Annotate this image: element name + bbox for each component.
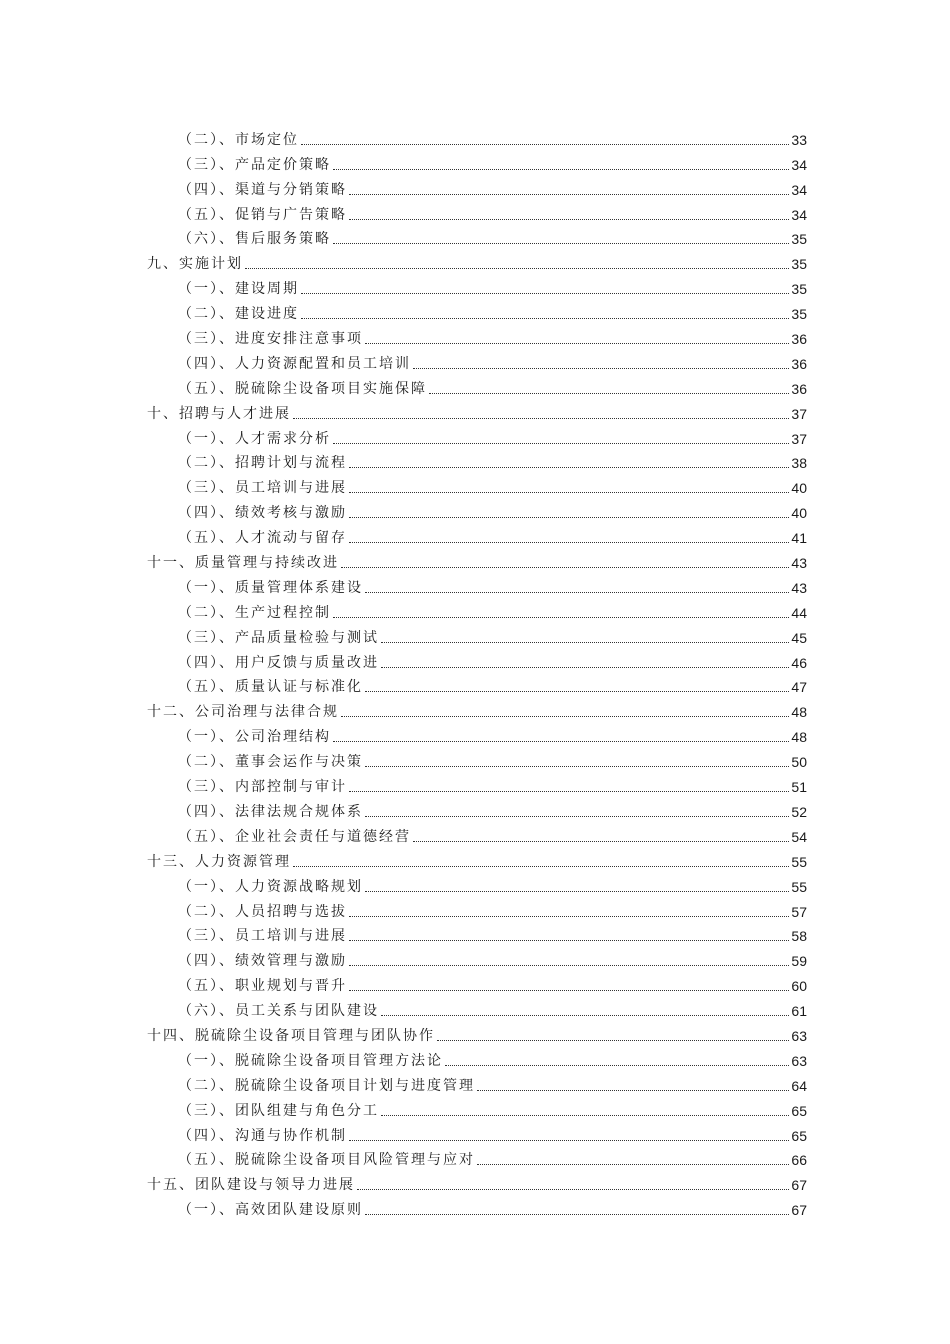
toc-page-number: 55 — [791, 878, 807, 895]
toc-section-entry[interactable] — [147, 597, 807, 622]
toc-entry-title: （三）、员工培训与进展 — [178, 480, 347, 497]
toc-section-entry[interactable] — [147, 497, 807, 522]
toc-entry-title: （二）、脱硫除尘设备项目计划与进度管理 — [178, 1077, 475, 1094]
toc-section-entry[interactable] — [147, 896, 807, 921]
toc-chapter-entry[interactable] — [147, 398, 807, 423]
toc-entry-title: （三）、进度安排注意事项 — [178, 331, 363, 348]
toc-entry-title: （二）、生产过程控制 — [178, 604, 331, 621]
toc-page-number: 36 — [791, 380, 807, 397]
toc-entry-title: （三）、员工培训与进展 — [178, 928, 347, 945]
toc-entry-title: （三）、内部控制与审计 — [178, 779, 347, 796]
toc-dot-leader — [349, 219, 789, 220]
toc-page-number: 57 — [791, 903, 807, 920]
toc-section-entry[interactable] — [147, 721, 807, 746]
toc-dot-leader — [413, 368, 789, 369]
toc-dot-leader — [349, 542, 789, 543]
toc-entry-title: （一）、建设周期 — [178, 281, 299, 298]
toc-dot-leader — [293, 866, 789, 867]
toc-entry-title: 十五、团队建设与领导力进展 — [147, 1177, 355, 1194]
toc-page-number: 40 — [791, 480, 807, 497]
toc-dot-leader — [349, 194, 789, 195]
toc-section-entry[interactable] — [147, 1045, 807, 1070]
toc-dot-leader — [381, 642, 789, 643]
toc-page-number: 46 — [791, 654, 807, 671]
toc-page-number: 40 — [791, 505, 807, 522]
toc-entry-title: （四）、绩效管理与激励 — [178, 953, 347, 970]
toc-entry-title: （二）、市场定位 — [178, 131, 299, 148]
toc-page-number: 50 — [791, 754, 807, 771]
toc-page-number: 41 — [791, 530, 807, 547]
toc-dot-leader — [477, 1090, 789, 1091]
toc-entry-title: （二）、招聘计划与流程 — [178, 455, 347, 472]
toc-section-entry[interactable] — [147, 448, 807, 473]
toc-dot-leader — [437, 1040, 789, 1041]
toc-entry-title: （五）、职业规划与晋升 — [178, 978, 347, 995]
toc-page-number: 48 — [791, 704, 807, 721]
toc-section-entry[interactable] — [147, 647, 807, 672]
toc-page-number: 63 — [791, 1052, 807, 1069]
toc-entry-title: （五）、脱硫除尘设备项目实施保障 — [178, 380, 427, 397]
toc-page-number: 35 — [791, 256, 807, 273]
toc-dot-leader — [301, 293, 789, 294]
toc-section-entry[interactable] — [147, 522, 807, 547]
toc-dot-leader — [429, 393, 789, 394]
toc-entry-title: （一）、人力资源战略规划 — [178, 878, 363, 895]
toc-entry-title: （五）、企业社会责任与道德经营 — [178, 828, 411, 845]
toc-entry-title: （六）、售后服务策略 — [178, 231, 331, 248]
toc-section-entry[interactable] — [147, 373, 807, 398]
toc-section-entry[interactable] — [147, 796, 807, 821]
toc-entry-title: （三）、团队组建与角色分工 — [178, 1102, 379, 1119]
toc-section-entry[interactable] — [147, 1194, 807, 1219]
toc-page-number: 52 — [791, 803, 807, 820]
toc-section-entry[interactable] — [147, 423, 807, 448]
toc-entry-title: （四）、人力资源配置和员工培训 — [178, 355, 411, 372]
toc-entry-title: 十二、公司治理与法律合规 — [147, 704, 339, 721]
toc-page-number: 38 — [791, 455, 807, 472]
toc-section-entry[interactable] — [147, 1070, 807, 1095]
toc-dot-leader — [365, 592, 789, 593]
toc-dot-leader — [365, 1214, 789, 1215]
toc-dot-leader — [381, 1115, 789, 1116]
toc-section-entry[interactable] — [147, 622, 807, 647]
toc-section-entry[interactable] — [147, 1120, 807, 1145]
toc-entry-title: （一）、高效团队建设原则 — [178, 1202, 363, 1219]
toc-dot-leader — [349, 940, 789, 941]
toc-entry-title: （四）、绩效考核与激励 — [178, 505, 347, 522]
toc-dot-leader — [477, 1164, 789, 1165]
toc-page-number: 64 — [791, 1077, 807, 1094]
table-of-contents — [147, 124, 807, 1219]
toc-dot-leader — [349, 492, 789, 493]
toc-page-number: 54 — [791, 828, 807, 845]
toc-chapter-entry[interactable] — [147, 846, 807, 871]
toc-chapter-entry[interactable] — [147, 248, 807, 273]
toc-page-number: 35 — [791, 231, 807, 248]
toc-entry-title: （四）、沟通与协作机制 — [178, 1127, 347, 1144]
toc-dot-leader — [365, 766, 789, 767]
toc-section-entry[interactable] — [147, 572, 807, 597]
toc-dot-leader — [381, 667, 789, 668]
toc-section-entry[interactable] — [147, 871, 807, 896]
toc-page-number: 61 — [791, 1003, 807, 1020]
toc-chapter-entry[interactable] — [147, 547, 807, 572]
toc-dot-leader — [349, 791, 789, 792]
toc-dot-leader — [365, 343, 789, 344]
toc-section-entry[interactable] — [147, 174, 807, 199]
toc-dot-leader — [349, 517, 789, 518]
toc-page-number: 44 — [791, 604, 807, 621]
toc-entry-title: （四）、渠道与分销策略 — [178, 181, 347, 198]
toc-chapter-entry[interactable] — [147, 1020, 807, 1045]
toc-page-number: 35 — [791, 281, 807, 298]
toc-page-number: 36 — [791, 331, 807, 348]
toc-section-entry[interactable] — [147, 149, 807, 174]
toc-page-number: 36 — [791, 355, 807, 372]
toc-page-number: 45 — [791, 629, 807, 646]
toc-page-number: 34 — [791, 206, 807, 223]
toc-section-entry[interactable] — [147, 921, 807, 946]
toc-page-number: 55 — [791, 853, 807, 870]
toc-section-entry[interactable] — [147, 224, 807, 249]
toc-page-number: 67 — [791, 1177, 807, 1194]
toc-page-number: 47 — [791, 679, 807, 696]
toc-section-entry[interactable] — [147, 1095, 807, 1120]
toc-section-entry[interactable] — [147, 821, 807, 846]
toc-section-entry[interactable] — [147, 124, 807, 149]
toc-dot-leader — [445, 1065, 789, 1066]
toc-page-number: 37 — [791, 405, 807, 422]
toc-dot-leader — [381, 1015, 789, 1016]
toc-dot-leader — [333, 443, 789, 444]
toc-entry-title: （一）、公司治理结构 — [178, 729, 331, 746]
toc-entry-title: 九、实施计划 — [147, 256, 243, 273]
toc-dot-leader — [333, 169, 789, 170]
toc-entry-title: 十四、脱硫除尘设备项目管理与团队协作 — [147, 1027, 435, 1044]
toc-entry-title: （三）、产品定价策略 — [178, 156, 331, 173]
toc-section-entry[interactable] — [147, 771, 807, 796]
toc-dot-leader — [293, 418, 789, 419]
toc-dot-leader — [349, 1140, 789, 1141]
toc-section-entry[interactable] — [147, 348, 807, 373]
toc-page-number: 51 — [791, 779, 807, 796]
toc-dot-leader — [301, 144, 789, 145]
toc-dot-leader — [341, 567, 789, 568]
toc-section-entry[interactable] — [147, 472, 807, 497]
toc-dot-leader — [365, 816, 789, 817]
toc-page-number: 60 — [791, 978, 807, 995]
toc-dot-leader — [357, 1189, 789, 1190]
toc-entry-title: （五）、促销与广告策略 — [178, 206, 347, 223]
toc-page-number: 43 — [791, 579, 807, 596]
toc-section-entry[interactable] — [147, 273, 807, 298]
toc-chapter-entry[interactable] — [147, 1169, 807, 1194]
toc-entry-title: （二）、人员招聘与选拔 — [178, 903, 347, 920]
toc-entry-title: （四）、用户反馈与质量改进 — [178, 654, 379, 671]
toc-dot-leader — [333, 617, 789, 618]
toc-entry-title: （一）、人才需求分析 — [178, 430, 331, 447]
toc-chapter-entry[interactable] — [147, 696, 807, 721]
toc-entry-title: （四）、法律法规合规体系 — [178, 803, 363, 820]
toc-page-number: 67 — [791, 1202, 807, 1219]
toc-page-number: 58 — [791, 928, 807, 945]
toc-page-number: 35 — [791, 306, 807, 323]
toc-section-entry[interactable] — [147, 970, 807, 995]
toc-page-number: 34 — [791, 181, 807, 198]
toc-page-number: 48 — [791, 729, 807, 746]
toc-entry-title: （六）、员工关系与团队建设 — [178, 1003, 379, 1020]
toc-dot-leader — [349, 990, 789, 991]
toc-entry-title: 十、招聘与人才进展 — [147, 405, 291, 422]
toc-dot-leader — [365, 891, 789, 892]
toc-entry-title: （五）、人才流动与留存 — [178, 530, 347, 547]
toc-section-entry[interactable] — [147, 746, 807, 771]
toc-page-number: 65 — [791, 1102, 807, 1119]
toc-entry-title: 十一、质量管理与持续改进 — [147, 555, 339, 572]
toc-dot-leader — [245, 268, 789, 269]
toc-dot-leader — [341, 716, 789, 717]
toc-entry-title: （一）、质量管理体系建设 — [178, 579, 363, 596]
toc-page-number: 34 — [791, 156, 807, 173]
toc-page-number: 65 — [791, 1127, 807, 1144]
toc-dot-leader — [365, 691, 789, 692]
toc-dot-leader — [349, 916, 789, 917]
toc-dot-leader — [301, 318, 789, 319]
toc-section-entry[interactable] — [147, 945, 807, 970]
toc-dot-leader — [333, 741, 789, 742]
toc-dot-leader — [349, 965, 789, 966]
toc-entry-title: （五）、脱硫除尘设备项目风险管理与应对 — [178, 1152, 475, 1169]
toc-section-entry[interactable] — [147, 995, 807, 1020]
toc-section-entry[interactable] — [147, 323, 807, 348]
toc-page-number: 33 — [791, 131, 807, 148]
toc-dot-leader — [349, 467, 789, 468]
toc-dot-leader — [413, 841, 789, 842]
toc-entry-title: （一）、脱硫除尘设备项目管理方法论 — [178, 1052, 443, 1069]
toc-entry-title: （二）、董事会运作与决策 — [178, 754, 363, 771]
toc-entry-title: （二）、建设进度 — [178, 306, 299, 323]
toc-page-number: 59 — [791, 953, 807, 970]
toc-page-number: 63 — [791, 1027, 807, 1044]
toc-section-entry[interactable] — [147, 298, 807, 323]
toc-page-number: 43 — [791, 555, 807, 572]
toc-entry-title: （三）、产品质量检验与测试 — [178, 629, 379, 646]
toc-page-number: 66 — [791, 1152, 807, 1169]
toc-entry-title: （五）、质量认证与标准化 — [178, 679, 363, 696]
toc-dot-leader — [333, 243, 789, 244]
toc-page-number: 37 — [791, 430, 807, 447]
toc-section-entry[interactable] — [147, 199, 807, 224]
toc-entry-title: 十三、人力资源管理 — [147, 853, 291, 870]
toc-section-entry[interactable] — [147, 1145, 807, 1170]
toc-section-entry[interactable] — [147, 672, 807, 697]
